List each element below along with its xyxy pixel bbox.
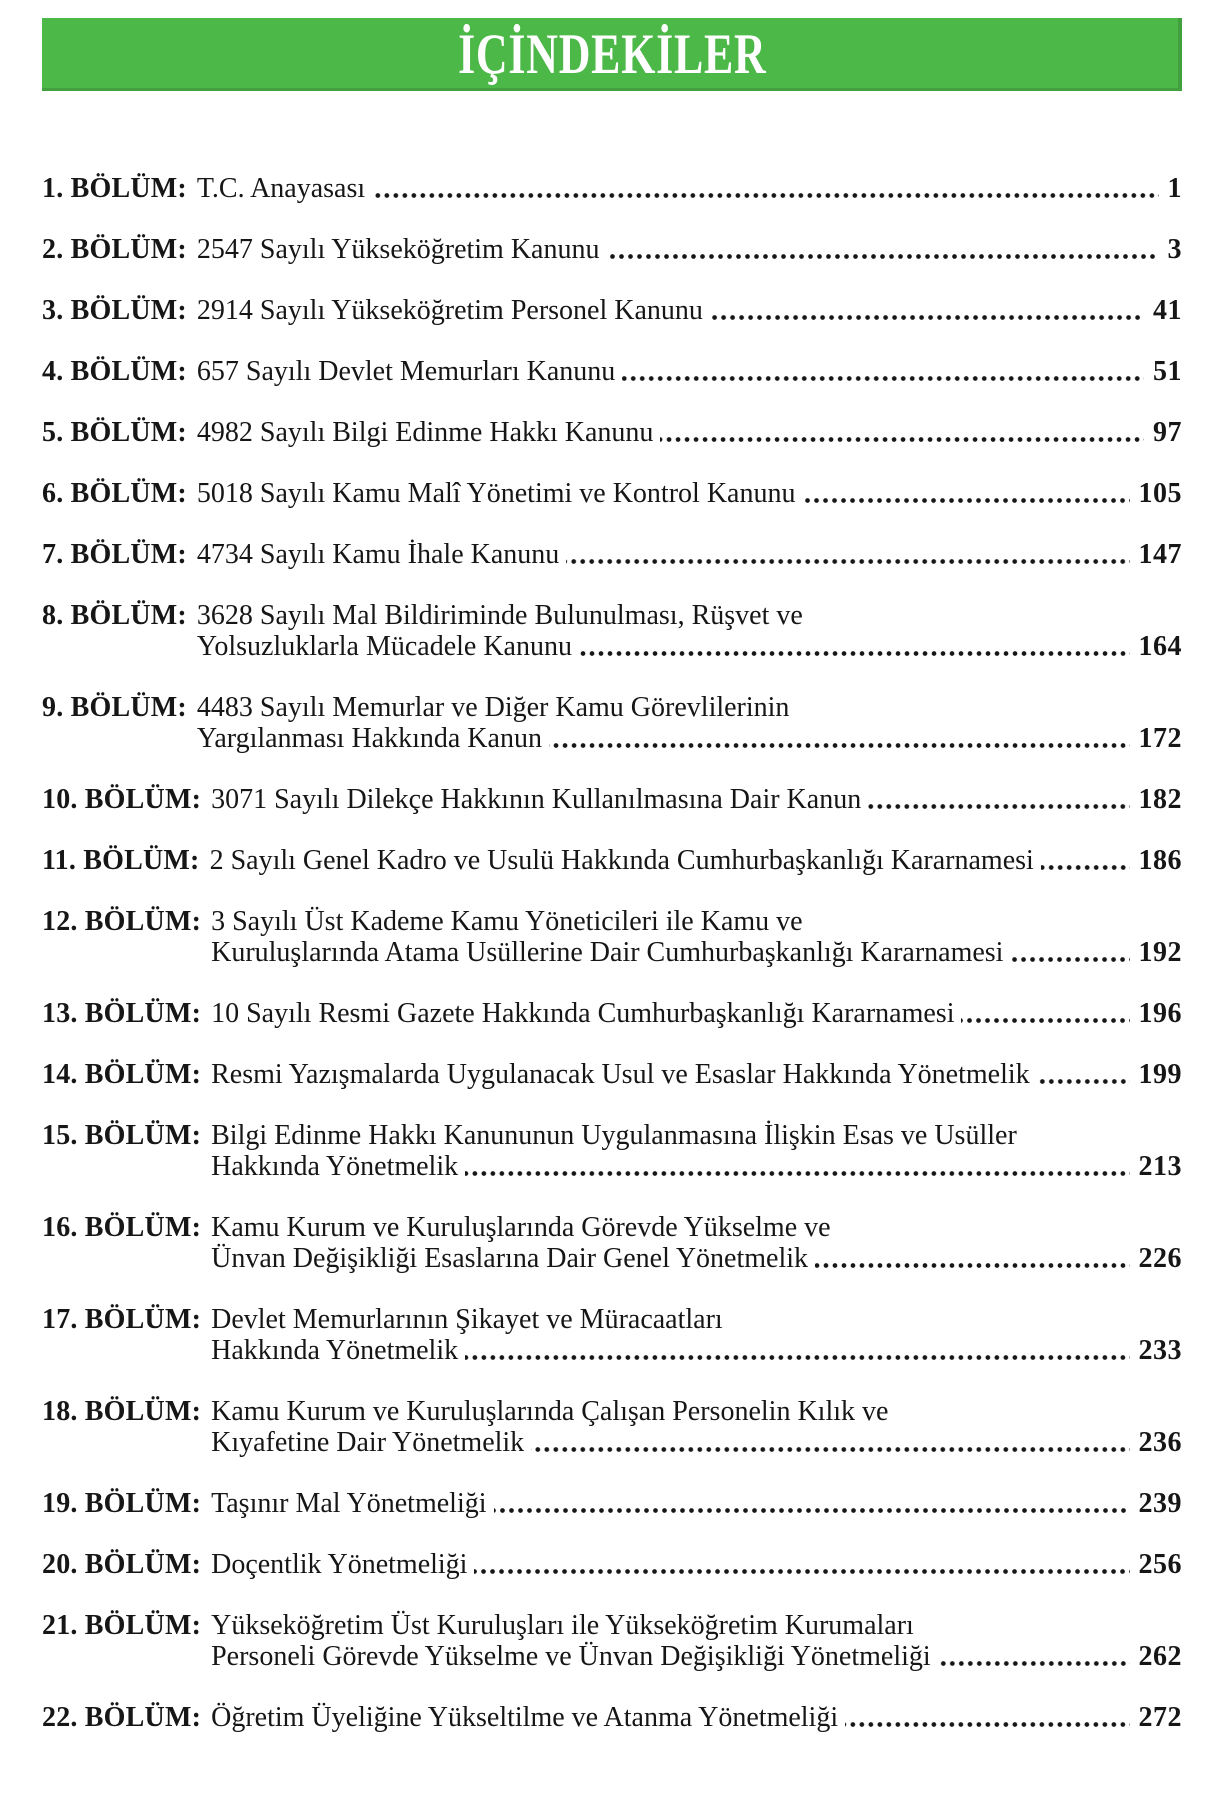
entry-title-text: Yargılanması Hakkında Kanun [196, 723, 542, 754]
entry-line [211, 1304, 1182, 1335]
entry-line [211, 1702, 1182, 1733]
dot-leader [474, 1569, 1129, 1574]
entry-title-text: Hakkında Yönetmelik [211, 1335, 459, 1366]
entry-line [211, 937, 1182, 968]
entry-title-text: Doçentlik Yönetmeliği [211, 1549, 468, 1580]
entry-lines [210, 845, 1182, 876]
dot-leader [710, 315, 1144, 320]
entry-label: 21. BÖLÜM: [42, 1610, 202, 1641]
entry-title-text: 2547 Sayılı Yükseköğretim Kanunu [196, 234, 600, 265]
toc-entry [42, 295, 1182, 326]
entry-label: 15. BÖLÜM: [42, 1120, 202, 1151]
entry-lines [211, 1059, 1182, 1090]
entry-lines [197, 539, 1182, 570]
toc-entry [42, 417, 1182, 448]
toc-entry [42, 998, 1182, 1029]
entry-line [211, 1243, 1182, 1274]
toc-entry [42, 1120, 1182, 1182]
title-banner [42, 18, 1182, 91]
entry-lines [211, 998, 1182, 1029]
entry-lines [197, 478, 1182, 509]
entry-label: 17. BÖLÜM: [42, 1304, 202, 1335]
page-number: 262 [1138, 1641, 1182, 1672]
page-number: 182 [1138, 784, 1182, 815]
page-number: 192 [1138, 937, 1182, 968]
entry-title-text: T.C. Anayasası [196, 173, 366, 204]
dot-leader [802, 498, 1129, 503]
toc-entry [42, 692, 1182, 754]
entry-lines [211, 1549, 1182, 1580]
entry-title-text: Hakkında Yönetmelik [211, 1151, 459, 1182]
entry-line [211, 906, 1182, 937]
entry-title-text: 4483 Sayılı Memurlar ve Diğer Kamu Görevlilerinin [196, 692, 790, 723]
entry-title-text: Bilgi Edinme Hakkı Kanununun Uygulanmasına İlişkin Esas ve Usüller [211, 1120, 1017, 1151]
entry-label: 7. BÖLÜM: [42, 539, 187, 570]
entry-line [211, 1488, 1182, 1519]
entry-line [211, 1151, 1182, 1182]
toc-entry [42, 1059, 1182, 1090]
entry-lines [211, 1488, 1182, 1519]
entry-label: 3. BÖLÜM: [42, 295, 187, 326]
toc-entry [42, 1212, 1182, 1274]
entry-lines [197, 234, 1182, 265]
dot-leader [531, 1447, 1129, 1452]
entry-label: 16. BÖLÜM: [42, 1212, 202, 1243]
entry-lines [197, 692, 1182, 754]
entry-line [197, 417, 1182, 448]
toc-entry [42, 1304, 1182, 1366]
entry-lines [197, 295, 1182, 326]
entry-label: 6. BÖLÜM: [42, 478, 187, 509]
entry-title-text: Resmi Yazışmalarda Uygulanacak Usul ve Esaslar Hakkında Yönetmelik [211, 1059, 1030, 1090]
dot-leader [465, 1171, 1129, 1176]
toc-entry [42, 356, 1182, 387]
dot-leader [579, 651, 1130, 656]
entry-line [197, 539, 1182, 570]
entry-label: 14. BÖLÜM: [42, 1059, 202, 1090]
entry-line [211, 1610, 1182, 1641]
toc-entry [42, 539, 1182, 570]
entry-title-text: Kamu Kurum ve Kuruluşlarında Çalışan Personelin Kılık ve [211, 1396, 889, 1427]
page-number: 1 [1167, 173, 1182, 204]
entry-title-text: 4982 Sayılı Bilgi Edinme Hakkı Kanunu [196, 417, 654, 448]
page-number: 164 [1138, 631, 1182, 662]
entry-line [211, 998, 1182, 1029]
entry-lines [197, 356, 1182, 387]
entry-line [211, 1120, 1182, 1151]
entry-label: 5. BÖLÜM: [42, 417, 187, 448]
page-number: 226 [1138, 1243, 1182, 1274]
entry-title-text: 2914 Sayılı Yükseköğretim Personel Kanunu [196, 295, 703, 326]
toc-entry [42, 478, 1182, 509]
entry-line [211, 1641, 1182, 1672]
page-number: 51 [1153, 356, 1182, 387]
entry-label: 13. BÖLÜM: [42, 998, 202, 1029]
toc-list [0, 173, 1230, 1733]
entry-label: 19. BÖLÜM: [42, 1488, 202, 1519]
page-number: 3 [1167, 234, 1182, 265]
entry-line [211, 1427, 1182, 1458]
dot-leader [622, 376, 1144, 381]
entry-label: 2. BÖLÜM: [42, 234, 187, 265]
entry-line [197, 723, 1182, 754]
page-number: 97 [1153, 417, 1182, 448]
page-title: İÇİNDEKİLER [457, 23, 767, 86]
entry-line [211, 1335, 1182, 1366]
toc-entry [42, 1396, 1182, 1458]
toc-entry [42, 1488, 1182, 1519]
dot-leader [465, 1355, 1129, 1360]
page-number: 196 [1138, 998, 1182, 1029]
entry-label: 10. BÖLÜM: [42, 784, 202, 815]
toc-entry [42, 1549, 1182, 1580]
entry-lines [211, 1304, 1182, 1366]
entry-line [197, 692, 1182, 723]
entry-title-text: 3628 Sayılı Mal Bildiriminde Bulunulması, Rüşvet ve [196, 600, 803, 631]
entry-line [197, 234, 1182, 265]
page-number: 147 [1138, 539, 1182, 570]
entry-lines [197, 417, 1182, 448]
entry-title-text: Kıyafetine Dair Yönetmelik [211, 1427, 525, 1458]
entry-line [211, 1396, 1182, 1427]
dot-leader [845, 1722, 1129, 1727]
dot-leader [815, 1263, 1129, 1268]
entry-line [211, 1549, 1182, 1580]
entry-label: 18. BÖLÜM: [42, 1396, 202, 1427]
toc-entry [42, 906, 1182, 968]
dot-leader [938, 1661, 1130, 1666]
entry-title-text: Devlet Memurlarının Şikayet ve Müracaatları [211, 1304, 723, 1335]
entry-line [210, 845, 1182, 876]
entry-label: 1. BÖLÜM: [42, 173, 187, 204]
page-number: 105 [1138, 478, 1182, 509]
page-number: 213 [1138, 1151, 1182, 1182]
page-number: 272 [1138, 1702, 1182, 1733]
entry-line [197, 295, 1182, 326]
entry-title-text: 2 Sayılı Genel Kadro ve Usulü Hakkında Cumhurbaşkanlığı Kararnamesi [209, 845, 1034, 876]
toc-entry [42, 234, 1182, 265]
page-number: 239 [1138, 1488, 1182, 1519]
dot-leader [1010, 957, 1129, 962]
entry-line [197, 173, 1182, 204]
dot-leader [1037, 1079, 1130, 1084]
entry-lines [197, 600, 1182, 662]
dot-leader [868, 804, 1129, 809]
entry-line [211, 1059, 1182, 1090]
entry-title-text: Öğretim Üyeliğine Yükseltilme ve Atanma Yönetmeliği [211, 1702, 839, 1733]
entry-title-text: Personeli Görevde Yükselme ve Ünvan Değişikliği Yönetmeliği [211, 1641, 931, 1672]
entry-label: 12. BÖLÜM: [42, 906, 202, 937]
page-number: 256 [1138, 1549, 1182, 1580]
entry-line [197, 356, 1182, 387]
entry-title-text: Yolsuzluklarla Mücadele Kanunu [196, 631, 572, 662]
entry-lines [211, 1702, 1182, 1733]
entry-title-text: 657 Sayılı Devlet Memurları Kanunu [196, 356, 616, 387]
entry-line [197, 478, 1182, 509]
entry-line [211, 784, 1182, 815]
page-number: 236 [1138, 1427, 1182, 1458]
page-number: 41 [1153, 295, 1182, 326]
dot-leader [1041, 865, 1130, 870]
dot-leader [961, 1018, 1129, 1023]
dot-leader [660, 437, 1144, 442]
page-number: 172 [1138, 723, 1182, 754]
toc-entry [42, 784, 1182, 815]
entry-lines [211, 1396, 1182, 1458]
entry-title-text: 3 Sayılı Üst Kademe Kamu Yöneticileri ile Kamu ve [211, 906, 803, 937]
entry-label: 8. BÖLÜM: [42, 600, 187, 631]
toc-entry [42, 845, 1182, 876]
entry-line [197, 631, 1182, 662]
entry-lines [211, 784, 1182, 815]
entry-lines [197, 173, 1182, 204]
entry-title-text: Ünvan Değişikliği Esaslarına Dair Genel Yönetmelik [211, 1243, 809, 1274]
entry-label: 9. BÖLÜM: [42, 692, 187, 723]
entry-title-text: Yükseköğretim Üst Kuruluşları ile Yükseköğretim Kurumaları [211, 1610, 914, 1641]
dot-leader [494, 1508, 1130, 1513]
entry-label: 11. BÖLÜM: [42, 845, 200, 876]
entry-line [211, 1212, 1182, 1243]
entry-line [197, 600, 1182, 631]
dot-leader [566, 559, 1129, 564]
entry-title-text: 3071 Sayılı Dilekçe Hakkının Kullanılmasına Dair Kanun [211, 784, 862, 815]
page-number: 199 [1138, 1059, 1182, 1090]
entry-title-text: 10 Sayılı Resmi Gazete Hakkında Cumhurbaşkanlığı Kararnamesi [211, 998, 955, 1029]
entry-label: 22. BÖLÜM: [42, 1702, 202, 1733]
entry-lines [211, 1212, 1182, 1274]
entry-title-text: 5018 Sayılı Kamu Malî Yönetimi ve Kontrol Kanunu [196, 478, 796, 509]
dot-leader [549, 743, 1130, 748]
entry-title-text: Kuruluşlarında Atama Usüllerine Dair Cumhurbaşkanlığı Kararnamesi [211, 937, 1004, 968]
dot-leader [372, 193, 1158, 198]
entry-lines [211, 1120, 1182, 1182]
entry-title-text: Taşınır Mal Yönetmeliği [211, 1488, 487, 1519]
toc-entry [42, 1610, 1182, 1672]
entry-label: 4. BÖLÜM: [42, 356, 187, 387]
page-number: 186 [1138, 845, 1182, 876]
dot-leader [607, 254, 1159, 259]
page-number: 233 [1138, 1335, 1182, 1366]
toc-entry [42, 1702, 1182, 1733]
entry-label: 20. BÖLÜM: [42, 1549, 202, 1580]
toc-entry [42, 173, 1182, 204]
toc-entry [42, 600, 1182, 662]
entry-title-text: 4734 Sayılı Kamu İhale Kanunu [196, 539, 560, 570]
entry-lines [211, 906, 1182, 968]
entry-title-text: Kamu Kurum ve Kuruluşlarında Görevde Yükselme ve [211, 1212, 831, 1243]
entry-lines [211, 1610, 1182, 1672]
